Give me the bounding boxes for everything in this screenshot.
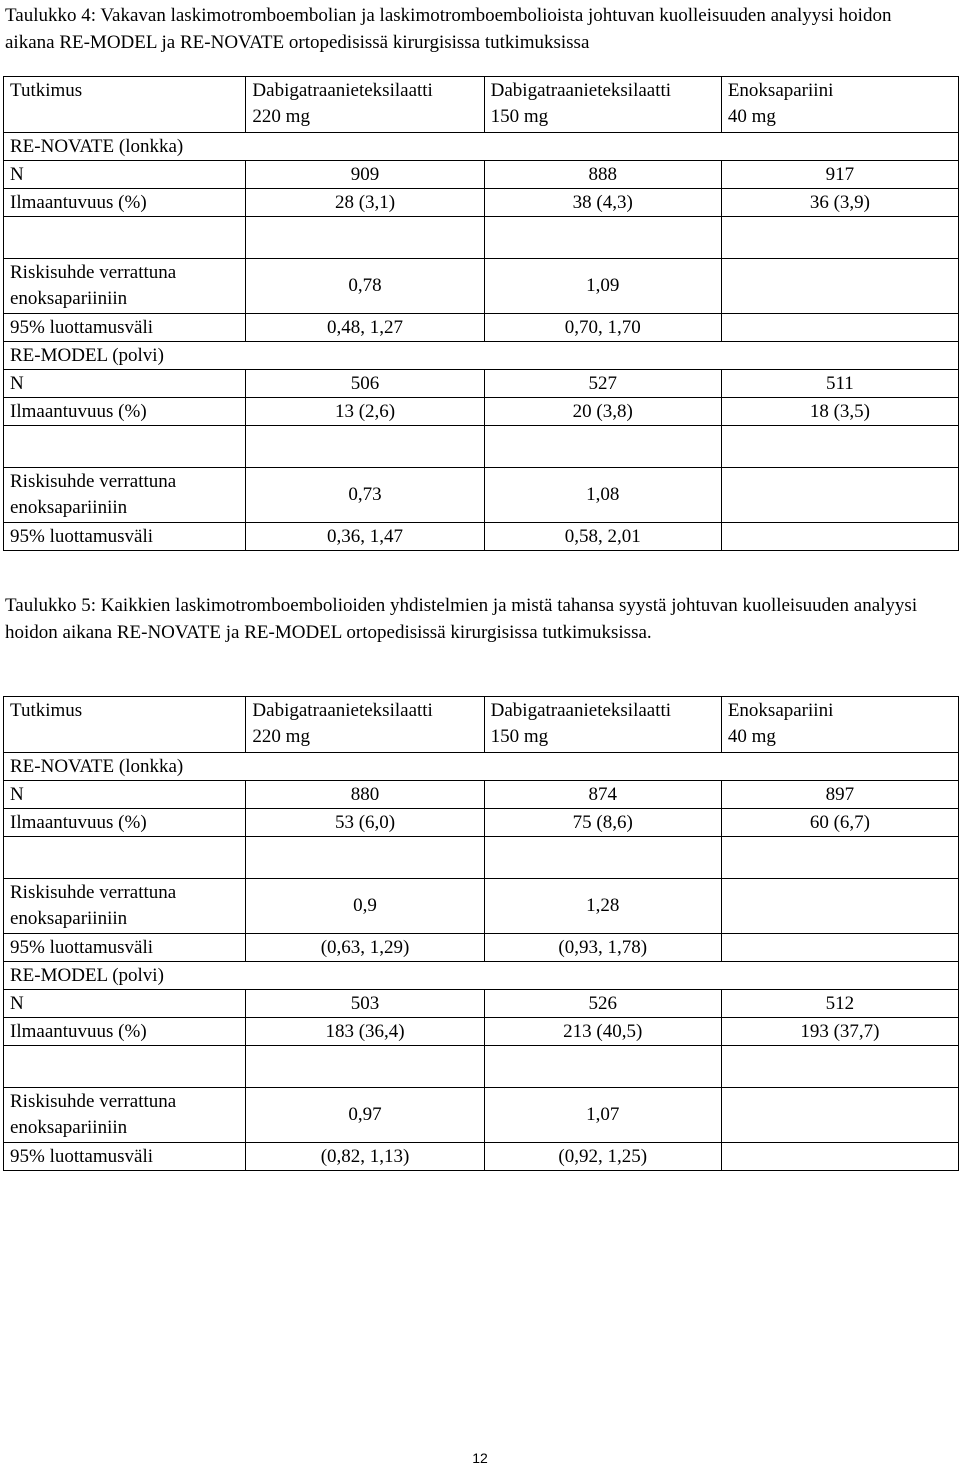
table-row	[4, 189, 959, 217]
table-row	[4, 398, 959, 426]
empty-cell	[246, 426, 484, 468]
cell: 1,08	[484, 468, 721, 523]
cell: 183 (36,4)	[246, 1018, 484, 1046]
table5-header-row	[4, 697, 959, 753]
table-row	[4, 523, 959, 551]
empty-cell	[721, 468, 958, 523]
header-dabigatran-220: Dabigatraanieteksilaatti 220 mg	[246, 697, 484, 753]
row-label: 95% luottamusväli	[4, 314, 246, 342]
empty-cell	[721, 426, 958, 468]
empty-cell	[484, 426, 721, 468]
header-dabigatran-150: Dabigatraanieteksilaatti 150 mg	[484, 697, 721, 753]
cell: 909	[246, 161, 484, 189]
empty-cell	[4, 217, 246, 259]
table5	[3, 696, 959, 1171]
table-row	[4, 809, 959, 837]
table4-caption: Taulukko 4: Vakavan laskimotromboembolian ja laskimotromboembolioista johtuvan kuolleisuuden analyysi hoidon aikana RE-MODEL ja RE-NOVATE ortopedisissä kirurgisissa tutkimuksissa	[5, 5, 892, 53]
table-row-empty	[4, 426, 959, 468]
row-label: Riskisuhde verrattuna enoksapariiniin	[4, 468, 246, 523]
table-row	[4, 1143, 959, 1171]
table5-caption: Taulukko 5: Kaikkien laskimotromboembolioiden yhdistelmien ja mistä tahansa syystä johtuvan kuolleisuuden analyysi hoidon aikana RE-NOVATE ja RE-MODEL ortopedisissä kirurgisissa tutkimuksissa.	[5, 595, 918, 643]
empty-cell	[721, 879, 958, 934]
cell: 897	[721, 781, 958, 809]
cell: 512	[721, 990, 958, 1018]
section-title: RE-NOVATE (lonkka)	[4, 133, 959, 161]
cell: 0,9	[246, 879, 484, 934]
cell: 0,97	[246, 1088, 484, 1143]
row-label: 95% luottamusväli	[4, 934, 246, 962]
header-study: Tutkimus	[4, 77, 246, 133]
header-enoxaparin: Enoksapariini 40 mg	[721, 77, 958, 133]
empty-cell	[721, 1046, 958, 1088]
cell: 527	[484, 370, 721, 398]
cell: 13 (2,6)	[246, 398, 484, 426]
row-label: 95% luottamusväli	[4, 1143, 246, 1171]
cell: 917	[721, 161, 958, 189]
row-label: N	[4, 370, 246, 398]
section-title: RE-NOVATE (lonkka)	[4, 753, 959, 781]
table-row-empty	[4, 217, 959, 259]
cell: 0,78	[246, 259, 484, 314]
table4	[3, 76, 959, 551]
section-title: RE-MODEL (polvi)	[4, 962, 959, 990]
cell: 874	[484, 781, 721, 809]
row-label: Riskisuhde verrattuna enoksapariiniin	[4, 1088, 246, 1143]
cell: 0,58, 2,01	[484, 523, 721, 551]
row-label: 95% luottamusväli	[4, 523, 246, 551]
header-study: Tutkimus	[4, 697, 246, 753]
cell: 1,07	[484, 1088, 721, 1143]
table-row	[4, 990, 959, 1018]
cell: 526	[484, 990, 721, 1018]
empty-cell	[4, 426, 246, 468]
cell: 503	[246, 990, 484, 1018]
cell: 75 (8,6)	[484, 809, 721, 837]
row-label: Ilmaantuvuus (%)	[4, 398, 246, 426]
cell: 511	[721, 370, 958, 398]
table-row	[4, 468, 959, 523]
table-row	[4, 342, 959, 370]
cell: 20 (3,8)	[484, 398, 721, 426]
empty-cell	[246, 837, 484, 879]
empty-cell	[721, 837, 958, 879]
header-dabigatran-150: Dabigatraanieteksilaatti 150 mg	[484, 77, 721, 133]
cell: 888	[484, 161, 721, 189]
empty-cell	[484, 837, 721, 879]
empty-cell	[4, 837, 246, 879]
cell: 53 (6,0)	[246, 809, 484, 837]
table-row	[4, 962, 959, 990]
table4-header-row	[4, 77, 959, 133]
table-row	[4, 259, 959, 314]
table-row-empty	[4, 1046, 959, 1088]
empty-cell	[721, 314, 958, 342]
row-label: Riskisuhde verrattuna enoksapariiniin	[4, 259, 246, 314]
cell: 880	[246, 781, 484, 809]
cell: 60 (6,7)	[721, 809, 958, 837]
table-row	[4, 781, 959, 809]
empty-cell	[484, 1046, 721, 1088]
cell: 18 (3,5)	[721, 398, 958, 426]
cell: 0,36, 1,47	[246, 523, 484, 551]
row-label: Ilmaantuvuus (%)	[4, 1018, 246, 1046]
row-label: N	[4, 161, 246, 189]
cell: 38 (4,3)	[484, 189, 721, 217]
row-label: N	[4, 781, 246, 809]
empty-cell	[246, 217, 484, 259]
table-row	[4, 314, 959, 342]
cell: 0,70, 1,70	[484, 314, 721, 342]
cell: 193 (37,7)	[721, 1018, 958, 1046]
table-row	[4, 1088, 959, 1143]
cell: 36 (3,9)	[721, 189, 958, 217]
cell: 213 (40,5)	[484, 1018, 721, 1046]
cell: (0,63, 1,29)	[246, 934, 484, 962]
empty-cell	[246, 1046, 484, 1088]
empty-cell	[721, 259, 958, 314]
header-enoxaparin: Enoksapariini 40 mg	[721, 697, 958, 753]
page-number: 12	[472, 1450, 488, 1466]
empty-cell	[4, 1046, 246, 1088]
cell: 28 (3,1)	[246, 189, 484, 217]
cell: (0,92, 1,25)	[484, 1143, 721, 1171]
cell: 0,48, 1,27	[246, 314, 484, 342]
table-row	[4, 753, 959, 781]
empty-cell	[484, 217, 721, 259]
row-label: N	[4, 990, 246, 1018]
cell: (0,93, 1,78)	[484, 934, 721, 962]
table-row	[4, 879, 959, 934]
table-row	[4, 1018, 959, 1046]
empty-cell	[721, 934, 958, 962]
empty-cell	[721, 1088, 958, 1143]
cell: 1,09	[484, 259, 721, 314]
cell: 1,28	[484, 879, 721, 934]
row-label: Ilmaantuvuus (%)	[4, 189, 246, 217]
table-row	[4, 161, 959, 189]
row-label: Ilmaantuvuus (%)	[4, 809, 246, 837]
table-row	[4, 934, 959, 962]
header-dabigatran-220: Dabigatraanieteksilaatti 220 mg	[246, 77, 484, 133]
cell: (0,82, 1,13)	[246, 1143, 484, 1171]
section-title: RE-MODEL (polvi)	[4, 342, 959, 370]
empty-cell	[721, 523, 958, 551]
table-row	[4, 370, 959, 398]
table-row	[4, 133, 959, 161]
table-row-empty	[4, 837, 959, 879]
empty-cell	[721, 1143, 958, 1171]
cell: 506	[246, 370, 484, 398]
cell: 0,73	[246, 468, 484, 523]
empty-cell	[721, 217, 958, 259]
row-label: Riskisuhde verrattuna enoksapariiniin	[4, 879, 246, 934]
